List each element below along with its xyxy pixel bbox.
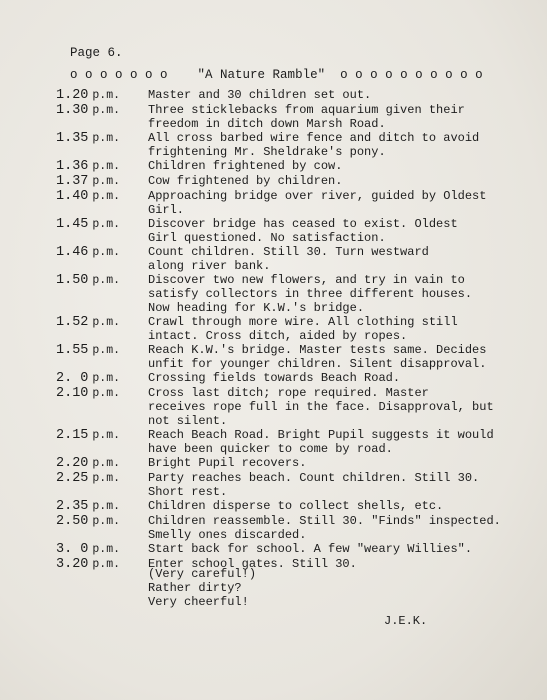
entry-time	[56, 343, 148, 371]
entry-meridiem: p.m.	[92, 190, 121, 203]
entry-meridiem: p.m.	[92, 457, 121, 470]
entry-clock: 2.35	[56, 499, 89, 514]
entry-time	[56, 542, 148, 557]
timeline-entry	[56, 428, 536, 456]
entry-meridiem: p.m.	[92, 316, 121, 329]
entry-clock: 2.15	[56, 428, 89, 443]
document-title: "A Nature Ramble"	[197, 68, 326, 82]
entry-clock: 1.46	[56, 245, 89, 260]
entry-time	[56, 103, 148, 131]
entry-time	[56, 514, 148, 542]
timeline-entry	[56, 514, 536, 542]
entry-time	[56, 428, 148, 456]
entry-text: Cow frightened by children.	[148, 174, 343, 188]
entry-clock: 2.10	[56, 386, 89, 401]
timeline-entry	[56, 273, 536, 315]
entry-time	[56, 189, 148, 217]
timeline-entry	[56, 315, 536, 343]
timeline-entry	[56, 217, 536, 245]
entry-text: Master and 30 children set out.	[148, 88, 372, 102]
timeline-entry	[56, 245, 536, 273]
entry-text: Children frightened by cow.	[148, 159, 343, 173]
timeline-entry	[56, 159, 536, 174]
entry-text: Discover two new flowers, and try in vain to satisfy collectors in three different houses. Now heading for K.W.'s bridge.	[148, 273, 473, 315]
entry-meridiem: p.m.	[92, 246, 121, 259]
entry-text: All cross barbed wire fence and ditch to avoid frightening Mr. Sheldrake's pony.	[148, 131, 480, 159]
timeline-entry	[56, 343, 536, 371]
timeline-entry	[56, 386, 536, 428]
entry-time	[56, 273, 148, 315]
entry-meridiem: p.m.	[92, 104, 121, 117]
entry-time	[56, 499, 148, 514]
entry-time	[56, 315, 148, 343]
entry-meridiem: p.m.	[92, 344, 121, 357]
entry-text: Children disperse to collect shells, etc.	[148, 499, 444, 513]
entry-time	[56, 174, 148, 189]
entry-text: Three sticklebacks from aquarium given their freedom in ditch down Marsh Road.	[148, 103, 465, 131]
signature-initials: J.E.K.	[384, 614, 428, 628]
entry-time	[56, 386, 148, 428]
timeline-entry	[56, 557, 536, 572]
entry-clock: 1.50	[56, 273, 89, 288]
timeline-entry	[56, 542, 536, 557]
closing-line: Very cheerful!	[148, 595, 249, 609]
entry-time	[56, 557, 148, 572]
entry-time	[56, 456, 148, 471]
entry-meridiem: p.m.	[92, 132, 121, 145]
timeline-entry	[56, 88, 536, 103]
entry-clock: 1.55	[56, 343, 89, 358]
entry-time	[56, 159, 148, 174]
entry-time	[56, 131, 148, 159]
entry-text: Bright Pupil recovers.	[148, 456, 307, 470]
entry-meridiem: p.m.	[92, 372, 121, 385]
entry-meridiem: p.m.	[92, 218, 121, 231]
entry-time	[56, 217, 148, 245]
entry-clock: 2.20	[56, 456, 89, 471]
entry-meridiem: p.m.	[92, 387, 121, 400]
closing-remarks	[148, 567, 256, 609]
entry-text: Crossing fields towards Beach Road.	[148, 371, 401, 385]
entry-clock: 3. 0	[56, 542, 89, 557]
entry-text: Start back for school. A few "weary Willies".	[148, 542, 473, 556]
entry-time	[56, 88, 148, 103]
timeline-entry	[56, 131, 536, 159]
entry-clock: 1.35	[56, 131, 89, 146]
entry-clock: 3.20	[56, 557, 89, 572]
entry-time	[56, 245, 148, 273]
entry-text: Reach Beach Road. Bright Pupil suggests it would have been quicker to come by road.	[148, 428, 494, 456]
entry-meridiem: p.m.	[92, 500, 121, 513]
entry-text: Discover bridge has ceased to exist. Oldest Girl questioned. No satisfaction.	[148, 217, 458, 245]
title-line	[70, 68, 483, 82]
entry-meridiem: p.m.	[92, 160, 121, 173]
entry-clock: 2.50	[56, 514, 89, 529]
entry-text: Reach K.W.'s bridge. Master tests same. Decides unfit for younger children. Silent disapproval.	[148, 343, 487, 371]
timeline-entry	[56, 456, 536, 471]
timeline-entry	[56, 499, 536, 514]
entry-clock: 2.25	[56, 471, 89, 486]
entry-clock: 1.40	[56, 189, 89, 204]
entry-text: Party reaches beach. Count children. Still 30. Short rest.	[148, 471, 480, 499]
timeline-entry	[56, 189, 536, 217]
entry-meridiem: p.m.	[92, 558, 121, 571]
entry-meridiem: p.m.	[92, 543, 121, 556]
entry-clock: 1.30	[56, 103, 89, 118]
entry-text: Crawl through more wire. All clothing still intact. Cross ditch, aided by ropes.	[148, 315, 458, 343]
entry-clock: 1.20	[56, 88, 89, 103]
entry-clock: 1.37	[56, 174, 89, 189]
entry-clock: 1.36	[56, 159, 89, 174]
left-circle-ornament: o o o o o o o	[70, 68, 168, 82]
entry-clock: 1.52	[56, 315, 89, 330]
entry-meridiem: p.m.	[92, 274, 121, 287]
timeline-entry	[56, 103, 536, 131]
entry-time	[56, 471, 148, 499]
entry-time	[56, 371, 148, 386]
entry-text: Enter school gates. Still 30.	[148, 557, 357, 571]
timeline-entries	[56, 88, 536, 572]
entry-meridiem: p.m.	[92, 515, 121, 528]
entry-meridiem: p.m.	[92, 429, 121, 442]
closing-line: Rather dirty?	[148, 581, 242, 595]
right-circle-ornament: o o o o o o o o o o	[340, 68, 483, 82]
page-number: Page 6.	[70, 46, 123, 60]
entry-text: Count children. Still 30. Turn westward along river bank.	[148, 245, 429, 273]
entry-clock: 1.45	[56, 217, 89, 232]
timeline-entry	[56, 471, 536, 499]
entry-meridiem: p.m.	[92, 472, 121, 485]
timeline-entry	[56, 174, 536, 189]
timeline-entry	[56, 371, 536, 386]
entry-text: Children reassemble. Still 30. "Finds" inspected. Smelly ones discarded.	[148, 514, 501, 542]
entry-text: Cross last ditch; rope required. Master receives rope full in the face. Disapproval, but not silent.	[148, 386, 494, 428]
entry-meridiem: p.m.	[92, 89, 121, 102]
entry-meridiem: p.m.	[92, 175, 121, 188]
closing-line: (Very careful!)	[148, 567, 257, 581]
entry-clock: 2. 0	[56, 371, 89, 386]
entry-text: Approaching bridge over river, guided by Oldest Girl.	[148, 189, 487, 217]
